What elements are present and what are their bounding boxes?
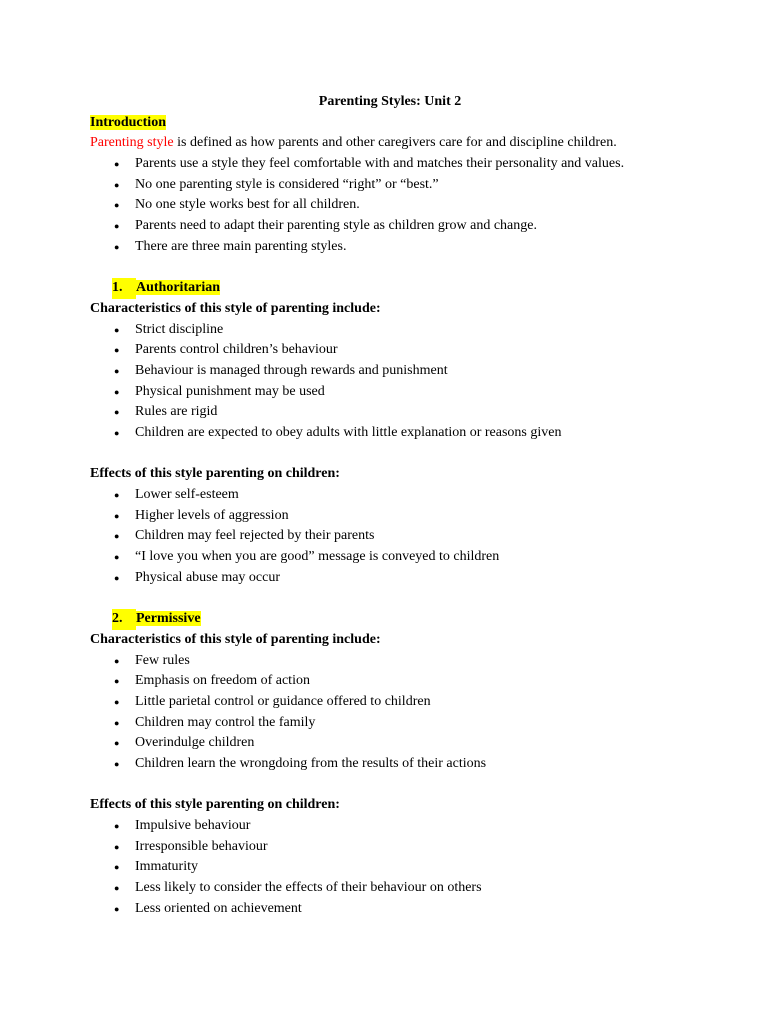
list-item-text: Less likely to consider the effects of their behaviour on others <box>135 880 482 896</box>
spacer <box>90 258 690 279</box>
bullet-icon: ● <box>114 324 120 335</box>
list-item-text: Children learn the wrongdoing from the results of their actions <box>135 756 487 771</box>
bullet-icon: ● <box>114 738 120 749</box>
bullet-icon: ● <box>114 655 120 666</box>
list-item <box>90 692 690 713</box>
characteristics-heading: Characteristics of this style of parenting include: <box>90 300 381 316</box>
list-item <box>90 837 690 858</box>
definition-text: is defined as how parents and other caregivers care for and discipline children. <box>173 135 617 151</box>
section-heading-authoritarian <box>90 278 690 299</box>
list-item-text: Physical abuse may occur <box>135 569 281 585</box>
list-item-text: No one style works best for all children. <box>135 197 360 213</box>
list-item-text: Little parietal control or guidance offered to children <box>135 693 431 709</box>
spacer <box>90 775 690 796</box>
intro-heading-line <box>90 113 690 134</box>
list-item <box>90 382 690 403</box>
list-item <box>90 195 690 216</box>
list-item <box>90 651 690 672</box>
term-parenting-style: Parenting style <box>90 135 174 151</box>
list-item <box>90 423 690 444</box>
list-item-text: Less oriented on achievement <box>135 900 302 916</box>
list-item-text: Immaturity <box>135 859 198 875</box>
authoritarian-effects-list <box>90 485 690 588</box>
bullet-icon: ● <box>114 531 120 542</box>
intro-definition <box>90 133 690 154</box>
list-item <box>90 857 690 878</box>
list-item-text: Children are expected to obey adults with little explanation or reasons given <box>135 425 562 440</box>
list-item <box>90 485 690 506</box>
bullet-icon: ● <box>114 510 120 521</box>
list-item <box>90 899 690 920</box>
list-item <box>90 816 690 837</box>
bullet-icon: ● <box>114 428 120 438</box>
bullet-icon: ● <box>114 821 120 832</box>
list-item <box>90 154 690 175</box>
bullet-icon: ● <box>114 717 120 728</box>
list-item-text: Children may feel rejected by their parents <box>135 528 375 544</box>
list-item <box>90 547 690 568</box>
list-item-text: Irresponsible behaviour <box>135 838 268 854</box>
intro-heading: Introduction <box>90 114 166 130</box>
list-item <box>90 340 690 361</box>
bullet-icon: ● <box>114 221 120 232</box>
list-item-text: Higher levels of aggression <box>135 507 289 523</box>
list-item <box>90 175 690 196</box>
bullet-icon: ● <box>114 883 120 894</box>
bullet-icon: ● <box>114 200 120 211</box>
bullet-icon: ● <box>114 903 120 914</box>
spacer <box>90 589 690 610</box>
list-item-text: Parents need to adapt their parenting style as children grow and change. <box>135 218 537 234</box>
bullet-icon: ● <box>114 407 120 418</box>
bullet-icon: ● <box>114 490 120 501</box>
bullet-icon: ● <box>114 345 120 356</box>
authoritarian-characteristics-list <box>90 320 690 444</box>
bullet-icon: ● <box>114 552 120 563</box>
list-item-text: “I love you when you are good” message is conveyed to children <box>135 549 500 565</box>
list-item-text: Physical punishment may be used <box>135 383 325 399</box>
list-item <box>90 320 690 341</box>
list-item <box>90 216 690 237</box>
list-item <box>90 361 690 382</box>
list-item <box>90 526 690 547</box>
list-item <box>90 671 690 692</box>
bullet-icon: ● <box>114 862 120 873</box>
bullet-icon: ● <box>114 159 120 170</box>
list-item-text: There are three main parenting styles. <box>135 238 347 254</box>
bullet-icon: ● <box>114 179 120 190</box>
list-item-text: Emphasis on freedom of action <box>135 673 310 689</box>
list-item-text: Behaviour is managed through rewards and punishment <box>135 362 448 378</box>
bullet-icon: ● <box>114 841 120 852</box>
list-item <box>90 713 690 734</box>
permissive-effects-list <box>90 816 690 919</box>
list-item <box>90 754 690 775</box>
bullet-icon: ● <box>114 241 120 252</box>
intro-bullet-list <box>90 154 690 257</box>
page-title: Parenting Styles: Unit 2 <box>318 94 462 109</box>
list-item <box>90 237 690 258</box>
section-title: Permissive <box>136 611 201 627</box>
effects-heading: Effects of this style parenting on children: <box>90 466 340 482</box>
list-item-text: Strict discipline <box>135 321 224 337</box>
list-item-text: Rules are rigid <box>135 404 218 420</box>
section-title: Authoritarian <box>136 280 220 296</box>
spacer <box>90 444 690 465</box>
list-item-text: Children may control the family <box>135 714 316 730</box>
list-item <box>90 506 690 527</box>
list-item-text: Few rules <box>135 652 190 668</box>
bullet-icon: ● <box>114 696 120 707</box>
bullet-icon: ● <box>114 365 120 376</box>
permissive-characteristics-list <box>90 651 690 775</box>
document-page <box>90 92 690 920</box>
bullet-icon: ● <box>114 572 120 583</box>
section-number: 1. <box>112 278 136 299</box>
list-item-text: No one parenting style is considered “right” or “best.” <box>135 176 439 192</box>
list-item-text: Lower self-esteem <box>135 487 239 503</box>
list-item <box>90 733 690 754</box>
section-heading-permissive <box>90 609 690 630</box>
list-item-text: Impulsive behaviour <box>135 818 251 834</box>
list-item-text: Parents use a style they feel comfortable with and matches their personality and values. <box>135 156 625 172</box>
list-item <box>90 568 690 589</box>
bullet-icon: ● <box>114 676 120 687</box>
bullet-icon: ● <box>114 386 120 397</box>
effects-heading: Effects of this style parenting on children: <box>90 797 340 813</box>
section-number: 2. <box>112 609 136 630</box>
list-item <box>90 402 690 423</box>
bullet-icon: ● <box>114 759 120 769</box>
list-item-text: Parents control children’s behaviour <box>135 342 338 358</box>
list-item <box>90 878 690 899</box>
characteristics-heading: Characteristics of this style of parenting include: <box>90 631 381 647</box>
list-item-text: Overindulge children <box>135 735 255 751</box>
